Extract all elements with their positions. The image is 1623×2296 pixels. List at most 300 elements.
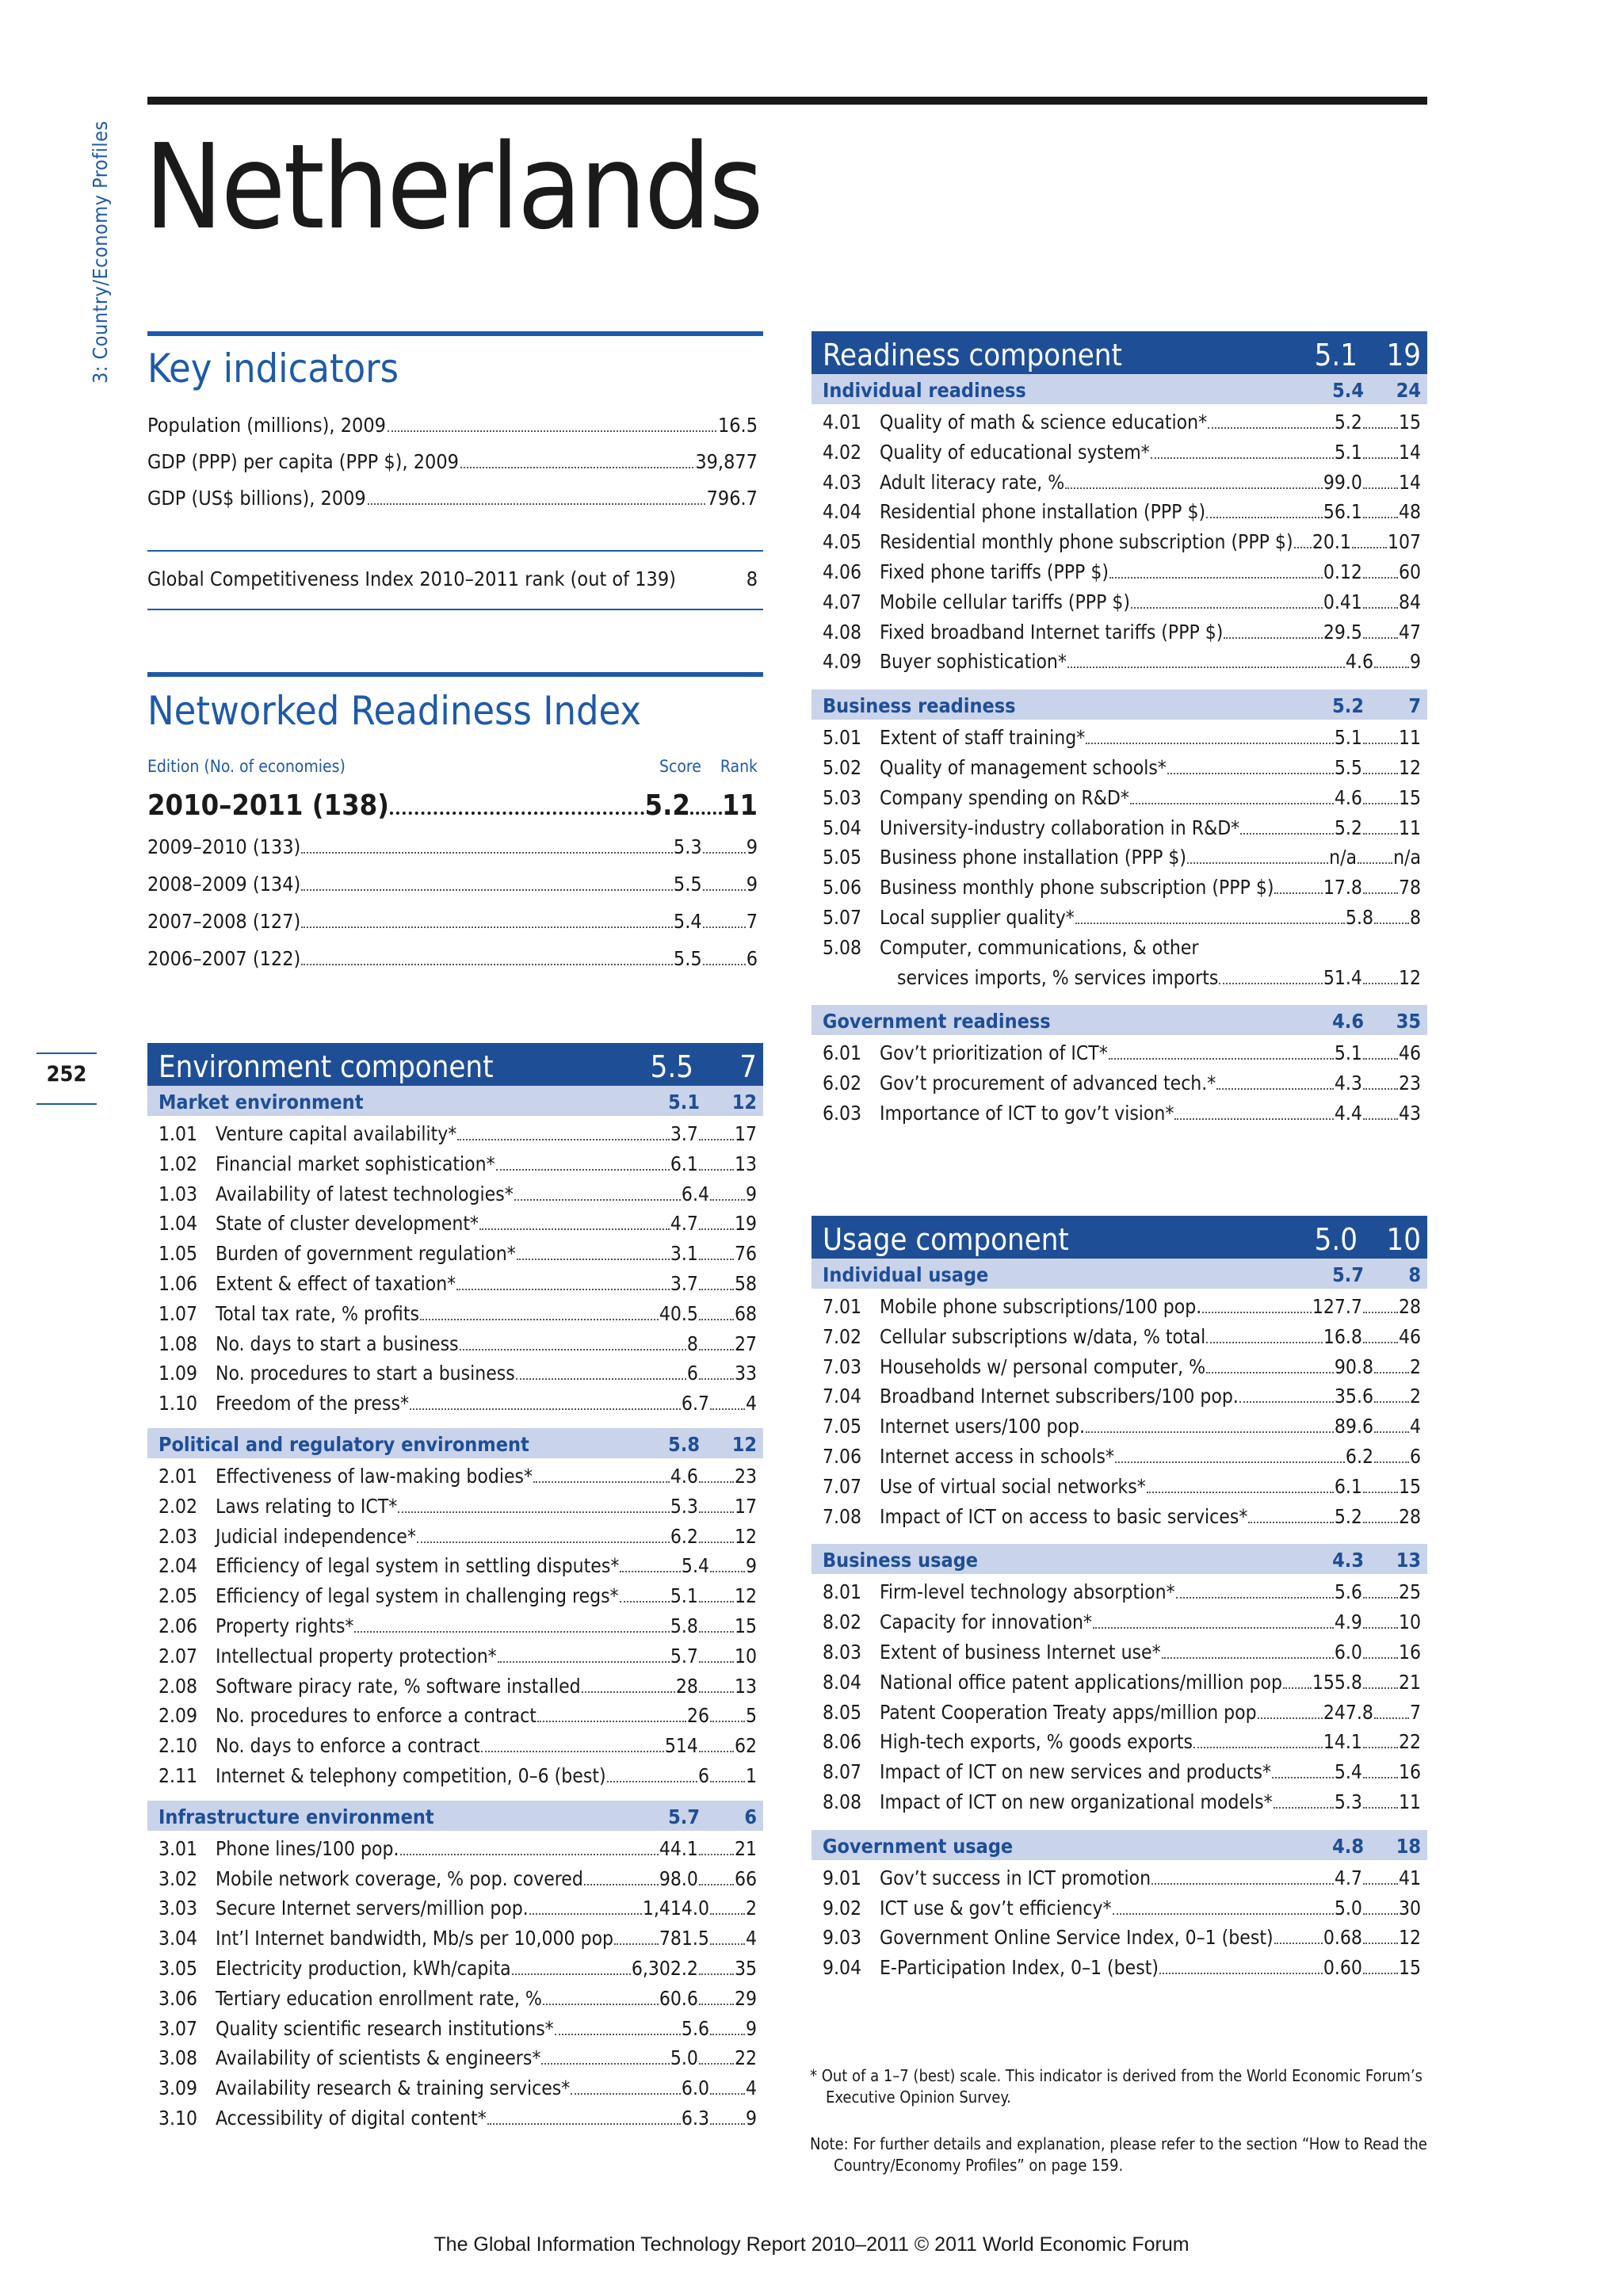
- indicator-label: No. days to enforce a contract: [216, 1734, 480, 1758]
- nri-current-edition: 2010–2011 (138): [147, 789, 389, 822]
- leader-dots: [1363, 1597, 1398, 1599]
- indicator-rank: 84: [1398, 590, 1421, 613]
- indicator-score: 5.1: [1334, 1041, 1362, 1065]
- indicator-row: [823, 621, 1421, 644]
- leader-dots: [699, 1319, 734, 1320]
- nri-title: Networked Readiness Index: [147, 688, 641, 734]
- indicator-label: Extent of business Internet use*: [880, 1641, 1161, 1664]
- leader-dots: [699, 1884, 734, 1885]
- indicator-rank: 23: [734, 1465, 757, 1488]
- indicator-rank: 4: [1409, 1415, 1421, 1438]
- key-indicator-label: Population (millions), 2009: [147, 414, 386, 437]
- indicator-rank: n/a: [1393, 846, 1421, 869]
- indicator-score: 3.7: [670, 1122, 698, 1145]
- indicator-row: [158, 1122, 757, 1145]
- indicator-number: 6.03: [823, 1102, 862, 1125]
- leader-dots: [699, 1511, 734, 1513]
- leader-dots: [699, 1139, 734, 1140]
- indicator-score: 51.4: [1323, 965, 1362, 989]
- indicator-score: 14.1: [1323, 1730, 1362, 1754]
- leader-dots: [1162, 1657, 1334, 1659]
- indicator-row: [158, 1392, 757, 1415]
- indicator-rank: 12: [734, 1584, 757, 1608]
- leader-dots: [1206, 517, 1323, 518]
- leader-dots: [1147, 1492, 1334, 1493]
- indicator-score: 514: [664, 1734, 698, 1758]
- indicator-label: Mobile network coverage, % pop. covered: [216, 1866, 583, 1890]
- pillar-title: Political and regulatory environment: [158, 1433, 529, 1456]
- leader-dots: [1206, 1372, 1334, 1373]
- indicator-number: 2.03: [158, 1524, 198, 1548]
- component-rank: 10: [1386, 1222, 1421, 1257]
- indicator-rank: 12: [1398, 965, 1421, 989]
- leader-dots: [1363, 1883, 1398, 1885]
- leader-dots: [301, 964, 673, 965]
- indicator-label: Extent of staff training*: [880, 726, 1086, 750]
- leader-dots: [1363, 833, 1398, 835]
- indicator-rank: 21: [734, 1836, 757, 1860]
- indicator-score: 6.0: [1334, 1641, 1362, 1664]
- key-indicator-row: [147, 487, 758, 510]
- indicator-label: E-Participation Index, 0–1 (best): [880, 1956, 1159, 1980]
- leader-dots: [460, 467, 693, 468]
- indicator-rank: 33: [734, 1362, 757, 1385]
- leader-dots: [512, 1973, 631, 1975]
- indicator-number: 3.04: [158, 1927, 198, 1950]
- indicator-number: 1.04: [158, 1212, 198, 1236]
- leader-dots: [1363, 983, 1398, 984]
- indicator-number: 3.08: [158, 2046, 198, 2070]
- indicator-label: Adult literacy rate, %: [880, 470, 1065, 494]
- leader-dots: [1363, 803, 1398, 804]
- indicator-label: Government Online Service Index, 0–1 (best): [880, 1926, 1274, 1950]
- indicator-rank: 2: [1409, 1385, 1421, 1408]
- indicator-rank: 68: [734, 1301, 757, 1325]
- pillar-title: Government usage: [823, 1834, 1014, 1858]
- leader-dots: [703, 964, 746, 965]
- indicator-score: 5.1: [1334, 440, 1362, 464]
- indicator-score: 29.5: [1323, 620, 1362, 644]
- indicator-label: ICT use & gov’t efficiency*: [880, 1896, 1112, 1920]
- indicator-row: [823, 726, 1421, 749]
- indicator-score: 4.3: [1334, 1072, 1362, 1095]
- indicator-score: 60.6: [659, 1986, 698, 2010]
- indicator-rank: 15: [734, 1614, 757, 1637]
- leader-dots: [699, 1349, 734, 1350]
- indicator-number: 9.04: [823, 1956, 862, 1980]
- indicator-rank: 107: [1387, 530, 1421, 554]
- indicator-rank: 58: [734, 1272, 757, 1295]
- leader-dots: [1109, 577, 1323, 579]
- indicator-row: [823, 1580, 1421, 1603]
- indicator-row: [158, 1495, 757, 1518]
- leader-dots: [1202, 1312, 1312, 1313]
- pillar-rank: 35: [1396, 1010, 1421, 1033]
- indicator-rank: 22: [734, 2046, 757, 2070]
- indicator-label: Internet users/100 pop.: [880, 1415, 1085, 1438]
- leader-dots: [1224, 637, 1322, 639]
- indicator-number: 4.04: [823, 500, 862, 524]
- indicator-number: 2.06: [158, 1614, 198, 1637]
- indicator-number: 4.03: [823, 470, 862, 494]
- leader-dots: [1363, 892, 1398, 894]
- indicator-number: 7.02: [823, 1324, 862, 1348]
- indicator-row: [823, 1641, 1421, 1664]
- nri-rule: [147, 672, 763, 677]
- indicator-score: 5.6: [1334, 1580, 1362, 1604]
- indicator-rank: 12: [1398, 1926, 1421, 1950]
- indicator-number: 9.01: [823, 1866, 862, 1889]
- indicator-score: 5.2: [1334, 816, 1362, 839]
- indicator-number: 4.08: [823, 620, 862, 644]
- indicator-row: [823, 590, 1421, 613]
- indicator-number: 8.03: [823, 1641, 862, 1664]
- leader-dots: [699, 2004, 734, 2005]
- indicator-score: 5.6: [681, 2016, 709, 2040]
- indicator-row: [823, 1415, 1421, 1438]
- pillar-rank: 8: [1408, 1263, 1421, 1286]
- page-number: 252: [46, 1062, 87, 1087]
- indicator-rank: 9: [1409, 650, 1421, 674]
- indicator-score: 6.4: [681, 1182, 709, 1205]
- indicator-rank: 12: [734, 1524, 757, 1548]
- indicator-rank: 14: [1398, 440, 1421, 464]
- indicator-label: Impact of ICT on new organizational models*: [880, 1790, 1273, 1813]
- leader-dots: [710, 1199, 745, 1201]
- indicator-row: [158, 2046, 757, 2069]
- nri-history-row: [147, 910, 758, 933]
- pillar-bar: [812, 1005, 1427, 1035]
- pillar-title: Infrastructure environment: [158, 1805, 434, 1828]
- leader-dots: [1363, 773, 1398, 774]
- leader-dots: [1363, 1687, 1398, 1689]
- indicator-label: Quality of educational system*: [880, 440, 1150, 464]
- indicator-rank: 14: [1398, 470, 1421, 494]
- indicator-score: 5.4: [1334, 1760, 1362, 1784]
- leader-dots: [620, 1601, 670, 1603]
- leader-dots: [410, 1408, 681, 1410]
- indicator-label: Residential monthly phone subscription (PPP $): [880, 530, 1293, 554]
- leader-dots: [1363, 1058, 1398, 1060]
- leader-dots: [496, 1169, 670, 1171]
- indicator-row: [158, 1957, 757, 1980]
- indicator-number: 1.10: [158, 1392, 198, 1415]
- pillar-title: Government readiness: [823, 1010, 1051, 1033]
- indicator-rank: 7: [1409, 1700, 1421, 1724]
- indicator-rank: 9: [745, 2016, 757, 2040]
- leader-dots: [1151, 1883, 1334, 1885]
- leader-dots: [301, 852, 673, 854]
- leader-dots: [703, 852, 746, 854]
- leader-dots: [1176, 1597, 1334, 1599]
- leader-dots: [1363, 607, 1398, 609]
- indicator-number: 2.05: [158, 1584, 198, 1608]
- indicator-score: 4.6: [1334, 785, 1362, 809]
- indicator-label: Importance of ICT to gov’t vision*: [880, 1102, 1174, 1125]
- indicator-rank: 4: [745, 1392, 757, 1415]
- top-rule: [147, 97, 1427, 105]
- leader-dots: [1374, 923, 1409, 924]
- leader-dots: [487, 2123, 681, 2125]
- leader-dots: [1374, 1401, 1409, 1403]
- pillar-rank: 6: [744, 1805, 757, 1828]
- indicator-rank: 25: [1398, 1580, 1421, 1604]
- leader-dots: [533, 1481, 670, 1483]
- indicator-rank: 13: [734, 1152, 757, 1175]
- indicator-label: Electricity production, kWh/capita: [216, 1957, 511, 1980]
- indicator-number: 4.01: [823, 411, 862, 434]
- leader-dots: [1363, 427, 1398, 429]
- leader-dots: [555, 2034, 681, 2035]
- indicator-number: 1.05: [158, 1242, 198, 1266]
- indicator-label: Gov’t prioritization of ICT*: [880, 1041, 1108, 1065]
- indicator-score: 5.0: [1334, 1896, 1362, 1920]
- indicator-score: 5.2: [1334, 1504, 1362, 1528]
- leader-dots: [699, 1481, 734, 1483]
- indicator-rank: 10: [734, 1644, 757, 1668]
- indicator-row: [158, 2076, 757, 2099]
- indicator-score: 155.8: [1312, 1670, 1362, 1694]
- indicator-rank: 30: [1398, 1896, 1421, 1920]
- indicator-row: [158, 1837, 757, 1860]
- leader-dots: [1363, 1777, 1398, 1778]
- leader-dots: [1374, 1461, 1409, 1463]
- indicator-number: 5.04: [823, 816, 862, 839]
- indicator-label: Patent Cooperation Treaty apps/million pop: [880, 1700, 1257, 1724]
- indicator-score: 6,302.2: [631, 1957, 698, 1980]
- leader-dots: [1208, 427, 1334, 429]
- leader-dots: [1294, 547, 1312, 548]
- indicator-score: 44.1: [659, 1836, 698, 1860]
- indicator-number: 1.08: [158, 1331, 198, 1355]
- indicator-score: 6.1: [1334, 1474, 1362, 1498]
- indicator-rank: 46: [1398, 1324, 1421, 1348]
- indicator-score: 90.8: [1334, 1354, 1373, 1378]
- indicator-number: 1.06: [158, 1272, 198, 1295]
- component-title: Usage component: [823, 1222, 1069, 1257]
- pillar-rank: 12: [731, 1433, 757, 1456]
- leader-dots: [1363, 517, 1398, 518]
- indicator-row: [158, 1764, 757, 1787]
- indicator-row: [823, 1671, 1421, 1694]
- leader-dots: [1206, 1342, 1323, 1343]
- indicator-number: 8.05: [823, 1700, 862, 1724]
- leader-dots: [1363, 577, 1398, 579]
- indicator-label: Buyer sophistication*: [880, 650, 1067, 674]
- indicator-score: 5.0: [670, 2046, 698, 2070]
- leader-dots: [460, 1349, 686, 1350]
- indicator-rank: 5: [745, 1704, 757, 1728]
- indicator-score: 4.9: [1334, 1610, 1362, 1634]
- leader-dots: [1274, 1807, 1334, 1809]
- indicator-row: [823, 471, 1421, 494]
- nri-history-row: [147, 947, 758, 970]
- indicator-row: [823, 936, 1421, 959]
- indicator-label: Software piracy rate, % software installed: [216, 1674, 581, 1698]
- indicator-label: Property rights*: [216, 1614, 354, 1637]
- leader-dots: [1086, 743, 1334, 744]
- gci-top-rule: [147, 550, 763, 552]
- nri-col-rank: Rank: [720, 757, 758, 776]
- indicator-score: 781.5: [659, 1927, 709, 1950]
- nri-edition: 2007–2008 (127): [147, 910, 301, 933]
- indicator-row: [823, 500, 1421, 523]
- leader-dots: [699, 1691, 734, 1693]
- indicator-number: 6.01: [823, 1041, 862, 1065]
- indicator-label: Venture capital availability*: [216, 1122, 457, 1145]
- indicator-rank: 29: [734, 1986, 757, 2010]
- component-score: 5.5: [650, 1049, 693, 1084]
- indicator-rank: 4: [745, 2076, 757, 2100]
- leader-dots: [398, 1511, 670, 1513]
- leader-dots: [1363, 1657, 1398, 1659]
- indicator-number: 2.07: [158, 1644, 198, 1668]
- indicator-number: 3.06: [158, 1986, 198, 2010]
- nri-edition: 2009–2010 (133): [147, 835, 301, 858]
- indicator-number: 2.08: [158, 1674, 198, 1698]
- indicator-rank: 17: [734, 1122, 757, 1145]
- indicator-number: 8.08: [823, 1790, 862, 1813]
- indicator-rank: 9: [745, 2107, 757, 2130]
- indicator-number: 3.09: [158, 2076, 198, 2100]
- indicator-row: [158, 1554, 757, 1577]
- page-number-box: [36, 1052, 97, 1105]
- indicator-row: [158, 1675, 757, 1698]
- nri-current-score: 5.2: [644, 789, 690, 822]
- footnote: * Out of a 1–7 (best) scale. This indicator is derived from the World Economic Forum’s Executive Opinion Survey.: [810, 2066, 1423, 2107]
- leader-dots: [710, 2093, 745, 2095]
- indicator-rank: 62: [734, 1734, 757, 1758]
- indicator-label: Effectiveness of law-making bodies*: [216, 1465, 533, 1488]
- indicator-score: 4.6: [670, 1465, 698, 1488]
- indicator-row: [823, 1926, 1421, 1949]
- indicator-row: [823, 441, 1421, 464]
- indicator-label: Availability research & training services*: [216, 2076, 571, 2100]
- nri-col-edition: Edition (No. of economies): [147, 757, 346, 776]
- leader-dots: [1363, 637, 1398, 639]
- indicator-row: [158, 1302, 757, 1325]
- indicator-row: [823, 846, 1421, 869]
- leader-dots: [1363, 1973, 1398, 1974]
- pillar-bar: [812, 690, 1427, 720]
- indicator-row: [158, 1645, 757, 1668]
- indicator-rank: 23: [1398, 1072, 1421, 1095]
- pillar-score: 5.7: [1332, 1263, 1364, 1286]
- indicator-row: [823, 876, 1421, 899]
- indicator-row: [158, 1987, 757, 2010]
- indicator-label: Business phone installation (PPP $): [880, 846, 1186, 869]
- leader-dots: [1363, 1118, 1398, 1120]
- leader-dots: [699, 1169, 734, 1171]
- indicator-label: No. days to start a business: [216, 1331, 459, 1355]
- indicator-row: [158, 1362, 757, 1385]
- leader-dots: [1113, 1913, 1334, 1915]
- pillar-title: Market environment: [158, 1091, 364, 1114]
- indicator-score: 5.8: [670, 1614, 698, 1637]
- leader-dots: [710, 1781, 745, 1782]
- indicator-number: 9.02: [823, 1896, 862, 1920]
- indicator-number: 7.01: [823, 1295, 862, 1318]
- indicator-score: 3.1: [670, 1242, 698, 1266]
- leader-dots: [620, 1571, 681, 1572]
- indicator-label-continued: services imports, % services imports: [897, 965, 1219, 989]
- indicator-rank: 2: [1409, 1354, 1421, 1378]
- leader-dots: [1067, 667, 1345, 668]
- indicator-score: 6.0: [681, 2076, 709, 2100]
- leader-dots: [1363, 457, 1398, 459]
- leader-dots: [1248, 1522, 1334, 1523]
- indicator-row: [823, 560, 1421, 583]
- indicator-row: [823, 1730, 1421, 1753]
- leader-dots: [1065, 487, 1323, 489]
- indicator-label: Quality scientific research institutions*: [216, 2016, 554, 2040]
- indicator-label: Judicial independence*: [216, 1524, 416, 1548]
- pillar-bar: [812, 1830, 1427, 1860]
- indicator-number: 7.03: [823, 1354, 862, 1378]
- indicator-score: 247.8: [1323, 1700, 1373, 1724]
- indicator-row: [823, 906, 1421, 929]
- indicator-score: 28: [675, 1674, 698, 1698]
- leader-dots: [516, 1378, 686, 1380]
- indicator-row: [823, 1956, 1421, 1979]
- indicator-row: [823, 786, 1421, 809]
- indicator-row: [158, 1704, 757, 1727]
- indicator-number: 5.02: [823, 756, 862, 779]
- leader-dots: [543, 2004, 659, 2005]
- leader-dots: [1075, 923, 1345, 924]
- indicator-score: 0.60: [1323, 1956, 1362, 1980]
- leader-dots: [1283, 1687, 1312, 1689]
- indicator-rank: 1: [745, 1764, 757, 1787]
- indicator-rank: 17: [734, 1494, 757, 1518]
- indicator-row: [158, 1152, 757, 1175]
- leader-dots: [699, 1751, 734, 1752]
- indicator-rank: 27: [734, 1331, 757, 1355]
- indicator-score: 4.6: [1345, 650, 1373, 674]
- environment-component-bar: [147, 1043, 763, 1086]
- leader-dots: [541, 2063, 670, 2065]
- indicator-score: 6.1: [670, 1152, 698, 1175]
- indicator-row: [823, 1897, 1421, 1920]
- pillar-bar: [147, 1086, 763, 1116]
- indicator-score: 0.41: [1323, 590, 1362, 613]
- indicator-rank: 22: [1398, 1730, 1421, 1754]
- indicator-row: [158, 1897, 757, 1920]
- indicator-rank: 12: [1398, 756, 1421, 779]
- indicator-rank: 8: [1409, 906, 1421, 929]
- leader-dots: [1216, 1088, 1334, 1090]
- indicator-label: Residential phone installation (PPP $): [880, 500, 1206, 524]
- indicator-row: [158, 1272, 757, 1295]
- component-score: 5.0: [1314, 1222, 1358, 1257]
- indicator-score: 40.5: [659, 1301, 698, 1325]
- leader-dots: [1167, 773, 1334, 774]
- leader-dots: [710, 1943, 745, 1945]
- indicator-label: Efficiency of legal system in settling disputes*: [216, 1554, 620, 1578]
- pillar-rank: 18: [1396, 1834, 1421, 1858]
- indicator-row: [823, 1445, 1421, 1468]
- indicator-number: 5.01: [823, 726, 862, 750]
- indicator-score: 17.8: [1323, 876, 1362, 900]
- key-indicator-value: 796.7: [706, 487, 758, 510]
- indicator-number: 7.08: [823, 1504, 862, 1528]
- indicator-number: 4.07: [823, 590, 862, 613]
- nri-col-score: Score: [659, 757, 701, 776]
- leader-dots: [699, 2063, 734, 2065]
- indicator-number: 2.02: [158, 1494, 198, 1518]
- indicator-label: University-industry collaboration in R&D*: [880, 816, 1240, 839]
- indicator-number: 7.06: [823, 1445, 862, 1468]
